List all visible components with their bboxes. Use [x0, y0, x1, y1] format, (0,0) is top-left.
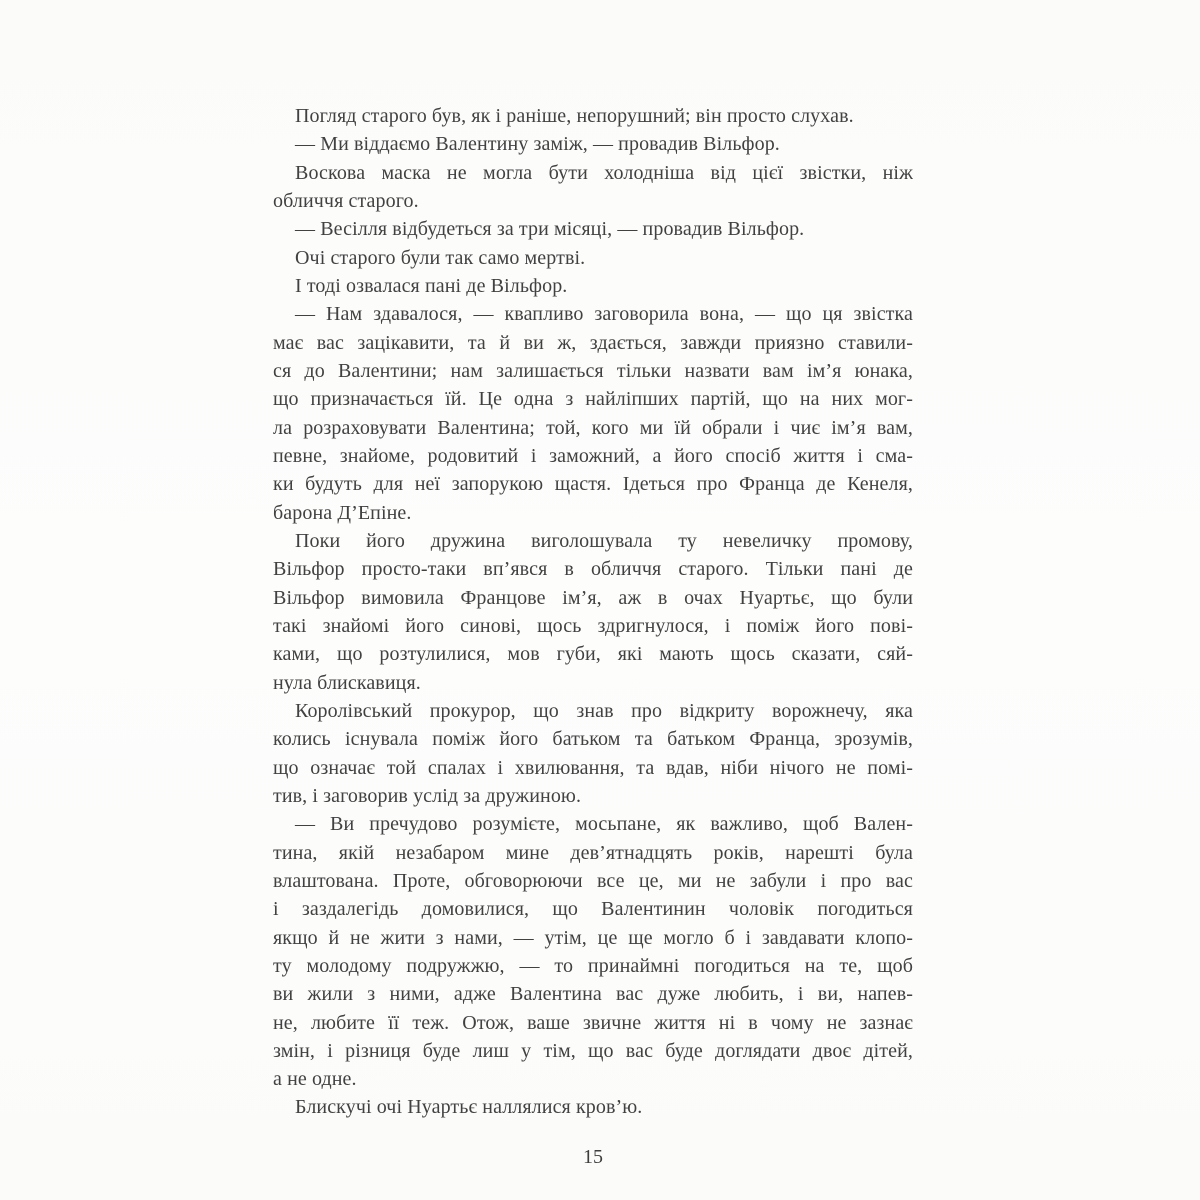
text-line: влаштована. Проте, обговорюючи все це, ми не забули і про вас: [273, 869, 913, 892]
text-line: — Весілля відбудеться за три місяці, — провадив Вільфор.: [295, 218, 805, 241]
page-number: 15: [583, 1146, 603, 1168]
text-line: барона Д’Епіне.: [273, 501, 412, 524]
text-line: ту молодому подружжю, — то принаймні погодиться на те, щоб: [273, 954, 913, 977]
text-line: ла розраховувати Валентина; той, кого ми їй обрали і чиє ім’я вам,: [273, 416, 913, 439]
text-line: Вільфор вимовила Францове ім’я, аж в очах Нуартьє, що були: [273, 586, 913, 609]
text-line: Королівський прокурор, що знав про відкриту ворожнечу, яка: [295, 699, 913, 722]
text-line: Воскова маска не могла бути холодніша від цієї звістки, ніж: [295, 161, 913, 184]
text-line: змін, і різниця буде лиш у тім, що вас буде доглядати двоє дітей,: [273, 1039, 913, 1062]
text-line: обличчя старого.: [273, 189, 419, 212]
text-line: ся до Валентини; нам залишається тільки назвати вам ім’я юнака,: [273, 359, 913, 382]
text-line: Погляд старого був, як і раніше, непорушний; він просто слухав.: [295, 105, 854, 127]
text-line: не, любите її теж. Отож, ваше звичне життя ні в чому не зазнає: [273, 1011, 913, 1034]
text-line: якщо й не жити з нами, — утім, це ще могло б і завдавати клопо-: [273, 926, 913, 949]
text-line: — Нам здавалося, — квапливо заговорила вона, — що ця звістка: [295, 303, 913, 326]
page-text: [273, 102, 913, 1122]
text-line: — Ми віддаємо Валентину заміж, — провадив Вільфор.: [295, 133, 780, 156]
text-line: Блискучі очі Нуартьє наллялися кров’ю.: [295, 1096, 643, 1119]
text-line: і заздалегідь домовилися, що Валентинин чоловік погодиться: [273, 898, 913, 921]
text-line: певне, знайоме, родовитий і заможний, а його спосіб життя і сма-: [273, 444, 913, 467]
text-line: Вільфор просто-таки вп’явся в обличчя старого. Тільки пані де: [273, 558, 913, 581]
text-line: такі знайомі його синові, щось здригнулося, і поміж його пові-: [273, 614, 913, 637]
text-line: І тоді озвалася пані де Вільфор.: [295, 274, 568, 297]
text-line: що означає той спалах і хвилювання, та вдав, ніби нічого не помі-: [273, 756, 913, 779]
text-line: що призначається їй. Це одна з найліпших партій, що на них мог-: [273, 388, 913, 411]
text-line: тина, якій незабаром мине дев’ятнадцять років, нарешті була: [273, 841, 913, 864]
text-line: ки будуть для неї запорукою щастя. Ідеться про Франца де Кенеля,: [273, 473, 913, 496]
text-line: Поки його дружина виголошувала ту невеличку промову,: [295, 529, 913, 552]
text-line: а не одне.: [273, 1068, 357, 1091]
text-line: ками, що розтулилися, мов губи, які мають щось сказати, сяй-: [273, 643, 913, 666]
text-line: має вас зацікавити, та й ви ж, здається, завжди приязно ставили-: [273, 331, 913, 354]
text-line: тив, і заговорив услід за дружиною.: [273, 784, 582, 807]
text-line: Очі старого були так само мертві.: [295, 246, 586, 269]
text-line: колись існувала поміж його батьком та батьком Франца, зрозумів,: [273, 728, 913, 751]
text-line: — Ви пречудово розумієте, мосьпане, як важливо, щоб Вален-: [295, 813, 913, 836]
text-line: ви жили з ними, адже Валентина вас дуже любить, і ви, напев-: [273, 983, 913, 1006]
text-line: нула блискавиця.: [273, 671, 421, 694]
